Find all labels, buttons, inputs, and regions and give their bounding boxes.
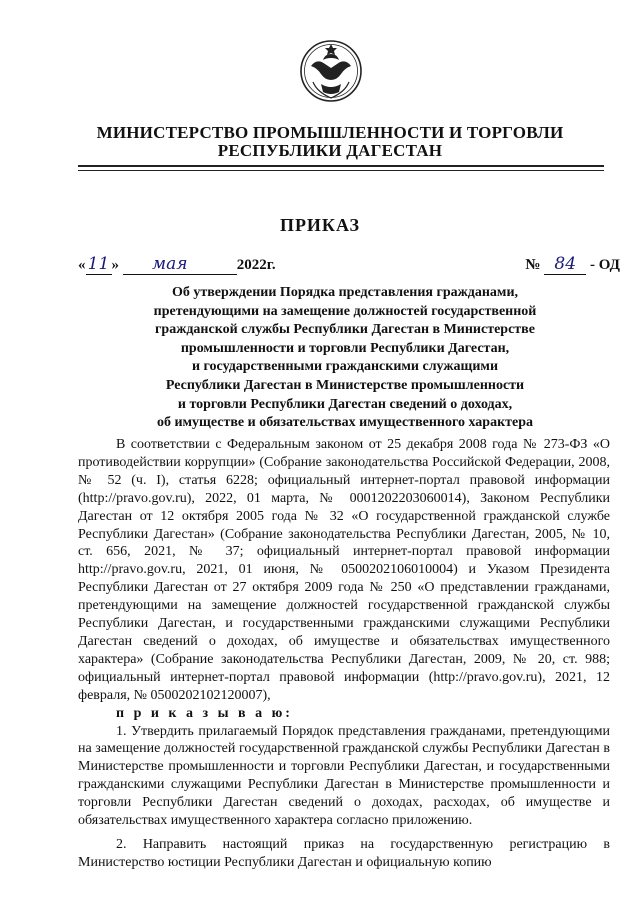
number-suffix: - ОД (590, 257, 620, 273)
order-directive-word: п р и к а з ы в а ю: (116, 705, 293, 721)
header-divider-thick (78, 165, 604, 167)
date-month: мая (123, 254, 217, 275)
subject-line: Об утверждении Порядка представления гражданами, (171, 285, 519, 300)
date-year: 2022г. (236, 257, 276, 273)
subject-line: Республики Дагестан в Министерстве промышленности (165, 377, 525, 393)
preamble-paragraph: В соответствии с Федеральным законом от 25 декабря 2008 года № 273-ФЗ «О противодействии коррупции» (Собрание законодательства Российской Федерации, 2008, № 52 (ч. I), статья 6228; официальный интернет-портал правовой информации (http://pravo.gov.ru), 2022, 01 марта, № 0001202203060014), Законом Республики Дагестан от 12 октября 2005 года № 32 «О государственной гражданской службе Республики Дагестан» (Собрание законодательства Республики Дагестан, 2005, № 10, ст. 656, 2021, № 37; официальный интернет-портал правовой информации http://pravo.gov.ru, 2021, 01 июня, № 0500202106010004) и Указом Президента Республики Дагестан от 27 октября 2009 года № 250 «О представлении гражданами, претендующими на замещение должностей государственной гражданской службы Республики Дагестан, и государственными гражданскими служащими Республики Дагестан сведений о доходах, об имуществе и обязательствах имущественного характера» (Собрание законодательства Республики Дагестан, 2009, № 20, ст. 988; официальный интернет-портал правовой информации (http://pravo.gov.ru), 2021, 12 февраля, № 0500202102120007), (78, 437, 610, 703)
ministry-name-line1: МИНИСТЕРСТВО ПРОМЫШЛЕННОСТИ И ТОРГОВЛИ (96, 123, 564, 142)
number-value: 84 (544, 254, 586, 275)
subject-line: об имуществе и обязательствах имущественного характера (156, 415, 534, 431)
date-day: 11 (86, 254, 112, 275)
date-fill-line (217, 257, 237, 275)
date-open-quote: « (78, 257, 86, 273)
subject-line: гражданской службы Республики Дагестан в Министерстве (155, 322, 535, 338)
ministry-name-line2: РЕСПУБЛИКИ ДАГЕСТАН (217, 141, 443, 160)
order-body (78, 436, 610, 872)
document-title: ПРИКАЗ (279, 215, 361, 235)
order-item-2: 2. Направить настоящий приказ на государственную регистрацию в Министерство юстиции Республики Дагестан и официальную копию (78, 836, 610, 870)
order-subject (110, 284, 580, 433)
subject-line: претендующими на замещение должностей государственной (153, 303, 537, 319)
order-item-1: 1. Утвердить прилагаемый Порядок представления гражданами, претендующими на замещение должностей государственной гражданской службы Республики Дагестан в Министерстве промышленности и торговли Республики Дагестан, и государственными гражданскими служащими Республики Дагестан в Министерстве промышленности и торговли Республики Дагестан сведений о доходах, расходах, об имуществе и обязательствах имущественного характера согласно приложению. (78, 723, 610, 829)
order-date (78, 254, 276, 275)
subject-line: и торговли Республики Дагестан сведений о доходах, (177, 396, 513, 412)
order-number (525, 254, 620, 275)
number-prefix: № (525, 257, 541, 273)
subject-line: промышленности и торговли Республики Дагестан, (180, 340, 510, 356)
subject-line: и государственными гражданскими служащими (191, 359, 499, 375)
coat-of-arms-emblem (299, 38, 363, 108)
header-divider-thin (78, 170, 604, 171)
date-close-quote: » (111, 257, 119, 273)
